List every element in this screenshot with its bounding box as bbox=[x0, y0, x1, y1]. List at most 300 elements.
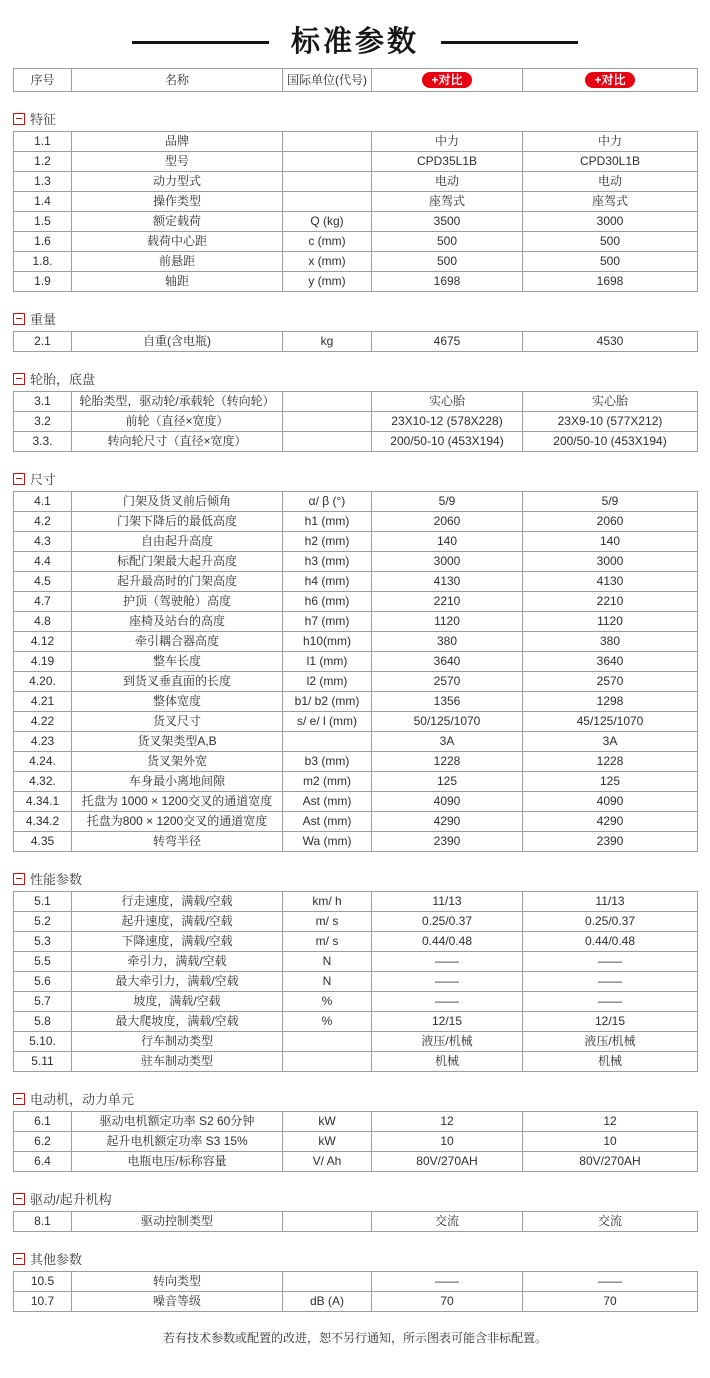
cell-v1: 3000 bbox=[372, 552, 523, 572]
table-row bbox=[14, 512, 698, 532]
cell-unit bbox=[283, 732, 372, 752]
cell-name: 电瓶电压/标称容量 bbox=[72, 1152, 283, 1172]
cell-v1: 5/9 bbox=[372, 492, 523, 512]
table-row bbox=[14, 212, 698, 232]
cell-name: 车身最小离地间隙 bbox=[72, 772, 283, 792]
cell-v1: 1356 bbox=[372, 692, 523, 712]
cell-v2: 10 bbox=[523, 1132, 698, 1152]
title-rule-left bbox=[132, 41, 269, 44]
cell-no: 5.7 bbox=[14, 992, 72, 1012]
cell-v1: 4130 bbox=[372, 572, 523, 592]
table-row bbox=[14, 412, 698, 432]
cell-name: 起升最高时的门架高度 bbox=[72, 572, 283, 592]
cell-name: 下降速度，满载/空载 bbox=[72, 932, 283, 952]
cell-v2: 2060 bbox=[523, 512, 698, 532]
section-table bbox=[13, 331, 698, 352]
cell-v1: 140 bbox=[372, 532, 523, 552]
section-table bbox=[13, 391, 698, 452]
cell-v1: 200/50-10 (453X194) bbox=[372, 432, 523, 452]
cell-name: 额定载荷 bbox=[72, 212, 283, 232]
cell-unit: h10(mm) bbox=[283, 632, 372, 652]
cell-v2: 12/15 bbox=[523, 1012, 698, 1032]
cell-no: 4.35 bbox=[14, 832, 72, 852]
cell-no: 4.19 bbox=[14, 652, 72, 672]
cell-unit: N bbox=[283, 952, 372, 972]
table-row bbox=[14, 952, 698, 972]
table-row bbox=[14, 532, 698, 552]
cell-name: 到货叉垂直面的长度 bbox=[72, 672, 283, 692]
table-row bbox=[14, 772, 698, 792]
cell-unit bbox=[283, 1272, 372, 1292]
table-row bbox=[14, 992, 698, 1012]
footer-note: 若有技术参数或配置的改进，恕不另行通知，所示图表可能含非标配置。 bbox=[162, 1331, 547, 1345]
table-row bbox=[14, 192, 698, 212]
table-row bbox=[14, 1272, 698, 1292]
cell-name: 自重(含电瓶) bbox=[72, 332, 283, 352]
cell-no: 4.23 bbox=[14, 732, 72, 752]
table-row bbox=[14, 232, 698, 252]
cell-unit: b3 (mm) bbox=[283, 752, 372, 772]
table-row bbox=[14, 892, 698, 912]
cell-v2: 380 bbox=[523, 632, 698, 652]
section-title: 轮胎，底盘 bbox=[30, 372, 96, 387]
section-header bbox=[13, 1191, 697, 1206]
header-col-unit: 国际单位(代号) bbox=[283, 69, 372, 92]
cell-v2: 3A bbox=[523, 732, 698, 752]
cell-v1: 电动 bbox=[372, 172, 523, 192]
cell-v1: —— bbox=[372, 952, 523, 972]
cell-name: 自由起升高度 bbox=[72, 532, 283, 552]
section-table bbox=[13, 131, 698, 292]
section-title: 其他参数 bbox=[30, 1252, 83, 1267]
cell-name: 货叉架外宽 bbox=[72, 752, 283, 772]
table-row bbox=[14, 1292, 698, 1312]
cell-v1: —— bbox=[372, 1272, 523, 1292]
cell-no: 1.8. bbox=[14, 252, 72, 272]
cell-v2: 2390 bbox=[523, 832, 698, 852]
cell-unit: kW bbox=[283, 1112, 372, 1132]
cell-unit: % bbox=[283, 992, 372, 1012]
cell-unit: l2 (mm) bbox=[283, 672, 372, 692]
cell-name: 起升电机额定功率 S3 15% bbox=[72, 1132, 283, 1152]
cell-no: 4.4 bbox=[14, 552, 72, 572]
section-table bbox=[13, 491, 698, 852]
cell-v2: 1698 bbox=[523, 272, 698, 292]
cell-name: 操作类型 bbox=[72, 192, 283, 212]
cell-no: 1.6 bbox=[14, 232, 72, 252]
cell-name: 前轮（直径×宽度） bbox=[72, 412, 283, 432]
cell-v2: 80V/270AH bbox=[523, 1152, 698, 1172]
header-row bbox=[14, 69, 698, 92]
table-row bbox=[14, 972, 698, 992]
cell-unit bbox=[283, 172, 372, 192]
cell-unit: Ast (mm) bbox=[283, 812, 372, 832]
table-row bbox=[14, 252, 698, 272]
cell-no: 3.1 bbox=[14, 392, 72, 412]
cell-no: 4.22 bbox=[14, 712, 72, 732]
cell-no: 10.5 bbox=[14, 1272, 72, 1292]
cell-v1: 2570 bbox=[372, 672, 523, 692]
compare-button-2[interactable]: +对比 bbox=[585, 72, 634, 88]
table-row bbox=[14, 172, 698, 192]
cell-name: 货叉尺寸 bbox=[72, 712, 283, 732]
cell-unit: h7 (mm) bbox=[283, 612, 372, 632]
cell-no: 3.2 bbox=[14, 412, 72, 432]
cell-v2: 中力 bbox=[523, 132, 698, 152]
cell-no: 1.4 bbox=[14, 192, 72, 212]
cell-v2: 3000 bbox=[523, 552, 698, 572]
cell-v1: 500 bbox=[372, 232, 523, 252]
cell-no: 8.1 bbox=[14, 1212, 72, 1232]
cell-no: 4.1 bbox=[14, 492, 72, 512]
collapse-minus-icon[interactable] bbox=[13, 1253, 25, 1265]
table-row bbox=[14, 792, 698, 812]
cell-unit: h1 (mm) bbox=[283, 512, 372, 532]
table-row bbox=[14, 712, 698, 732]
cell-v2: —— bbox=[523, 972, 698, 992]
table-row bbox=[14, 1012, 698, 1032]
cell-v1: 23X10-12 (578X228) bbox=[372, 412, 523, 432]
cell-no: 1.1 bbox=[14, 132, 72, 152]
cell-name: 标配门架最大起升高度 bbox=[72, 552, 283, 572]
cell-unit: kg bbox=[283, 332, 372, 352]
cell-unit bbox=[283, 1212, 372, 1232]
cell-name: 托盘为800 × 1200交叉的通道宽度 bbox=[72, 812, 283, 832]
cell-unit bbox=[283, 132, 372, 152]
cell-name: 噪音等级 bbox=[72, 1292, 283, 1312]
cell-v1: 70 bbox=[372, 1292, 523, 1312]
cell-no: 1.3 bbox=[14, 172, 72, 192]
collapse-minus-icon[interactable] bbox=[13, 1093, 25, 1105]
cell-v2: 0.25/0.37 bbox=[523, 912, 698, 932]
cell-name: 型号 bbox=[72, 152, 283, 172]
cell-name: 载荷中心距 bbox=[72, 232, 283, 252]
section-title: 重量 bbox=[30, 312, 57, 327]
cell-no: 4.12 bbox=[14, 632, 72, 652]
cell-unit bbox=[283, 1032, 372, 1052]
cell-v1: 中力 bbox=[372, 132, 523, 152]
collapse-minus-icon[interactable] bbox=[13, 473, 25, 485]
section-table bbox=[13, 1211, 698, 1232]
cell-unit: h4 (mm) bbox=[283, 572, 372, 592]
cell-v2: 140 bbox=[523, 532, 698, 552]
cell-v2: CPD30L1B bbox=[523, 152, 698, 172]
cell-no: 4.32. bbox=[14, 772, 72, 792]
cell-v1: CPD35L1B bbox=[372, 152, 523, 172]
cell-v2: 实心胎 bbox=[523, 392, 698, 412]
cell-no: 4.21 bbox=[14, 692, 72, 712]
cell-unit: y (mm) bbox=[283, 272, 372, 292]
cell-v1: 交流 bbox=[372, 1212, 523, 1232]
cell-no: 5.1 bbox=[14, 892, 72, 912]
cell-no: 4.34.1 bbox=[14, 792, 72, 812]
cell-unit bbox=[283, 392, 372, 412]
cell-v1: 0.44/0.48 bbox=[372, 932, 523, 952]
table-row bbox=[14, 652, 698, 672]
table-row bbox=[14, 432, 698, 452]
table-row bbox=[14, 1032, 698, 1052]
cell-name: 最大牵引力，满载/空载 bbox=[72, 972, 283, 992]
cell-v1: —— bbox=[372, 992, 523, 1012]
table-row bbox=[14, 752, 698, 772]
cell-name: 起升速度，满载/空载 bbox=[72, 912, 283, 932]
cell-v2: 4530 bbox=[523, 332, 698, 352]
cell-no: 5.11 bbox=[14, 1052, 72, 1072]
cell-name: 转向轮尺寸（直径×宽度） bbox=[72, 432, 283, 452]
section-header bbox=[13, 1251, 697, 1266]
cell-v2: 500 bbox=[523, 252, 698, 272]
cell-unit bbox=[283, 152, 372, 172]
header-col-model-2 bbox=[523, 69, 698, 92]
cell-unit: Ast (mm) bbox=[283, 792, 372, 812]
cell-unit: % bbox=[283, 1012, 372, 1032]
cell-v2: 1298 bbox=[523, 692, 698, 712]
cell-v1: 3A bbox=[372, 732, 523, 752]
cell-v2: 125 bbox=[523, 772, 698, 792]
cell-unit: m2 (mm) bbox=[283, 772, 372, 792]
cell-name: 转向类型 bbox=[72, 1272, 283, 1292]
cell-v1: 12 bbox=[372, 1112, 523, 1132]
cell-v2: 机械 bbox=[523, 1052, 698, 1072]
cell-unit: h3 (mm) bbox=[283, 552, 372, 572]
cell-v1: 实心胎 bbox=[372, 392, 523, 412]
cell-v2: 2210 bbox=[523, 592, 698, 612]
table-row bbox=[14, 932, 698, 952]
table-row bbox=[14, 1152, 698, 1172]
table-row bbox=[14, 272, 698, 292]
table-row bbox=[14, 672, 698, 692]
section-header bbox=[13, 311, 697, 326]
cell-v1: 50/125/1070 bbox=[372, 712, 523, 732]
table-row bbox=[14, 332, 698, 352]
cell-v1: 3640 bbox=[372, 652, 523, 672]
cell-v1: 座驾式 bbox=[372, 192, 523, 212]
table-row bbox=[14, 132, 698, 152]
cell-no: 4.5 bbox=[14, 572, 72, 592]
spec-tables bbox=[13, 68, 697, 1346]
page-title: 标准参数 bbox=[290, 25, 419, 58]
table-row bbox=[14, 572, 698, 592]
cell-no: 5.8 bbox=[14, 1012, 72, 1032]
cell-no: 4.3 bbox=[14, 532, 72, 552]
cell-v2: 3640 bbox=[523, 652, 698, 672]
table-row bbox=[14, 552, 698, 572]
cell-name: 轮胎类型，驱动轮/承载轮（转向轮） bbox=[72, 392, 283, 412]
cell-name: 前悬距 bbox=[72, 252, 283, 272]
cell-name: 货叉架类型A,B bbox=[72, 732, 283, 752]
cell-v2: —— bbox=[523, 1272, 698, 1292]
collapse-minus-icon[interactable] bbox=[13, 873, 25, 885]
table-row bbox=[14, 392, 698, 412]
cell-v1: 4090 bbox=[372, 792, 523, 812]
cell-v2: 2570 bbox=[523, 672, 698, 692]
cell-name: 牵引力，满载/空载 bbox=[72, 952, 283, 972]
cell-unit: m/ s bbox=[283, 912, 372, 932]
title-rule-right bbox=[441, 41, 578, 44]
cell-unit: h2 (mm) bbox=[283, 532, 372, 552]
cell-no: 4.2 bbox=[14, 512, 72, 532]
cell-v1: 125 bbox=[372, 772, 523, 792]
compare-button-1[interactable]: +对比 bbox=[422, 72, 471, 88]
cell-v2: 1228 bbox=[523, 752, 698, 772]
cell-v1: 12/15 bbox=[372, 1012, 523, 1032]
cell-no: 5.3 bbox=[14, 932, 72, 952]
cell-no: 6.2 bbox=[14, 1132, 72, 1152]
section-table bbox=[13, 1271, 698, 1312]
cell-unit: Q (kg) bbox=[283, 212, 372, 232]
cell-v2: 交流 bbox=[523, 1212, 698, 1232]
cell-name: 护顶（驾驶舱）高度 bbox=[72, 592, 283, 612]
cell-name: 行车制动类型 bbox=[72, 1032, 283, 1052]
cell-v1: 1120 bbox=[372, 612, 523, 632]
table-row bbox=[14, 492, 698, 512]
cell-unit: Wa (mm) bbox=[283, 832, 372, 852]
cell-v2: —— bbox=[523, 992, 698, 1012]
cell-unit bbox=[283, 1052, 372, 1072]
cell-name: 整体宽度 bbox=[72, 692, 283, 712]
cell-v2: 500 bbox=[523, 232, 698, 252]
cell-no: 5.10. bbox=[14, 1032, 72, 1052]
cell-no: 4.34.2 bbox=[14, 812, 72, 832]
cell-no: 5.5 bbox=[14, 952, 72, 972]
cell-no: 10.7 bbox=[14, 1292, 72, 1312]
cell-v2: 70 bbox=[523, 1292, 698, 1312]
cell-unit bbox=[283, 192, 372, 212]
cell-name: 门架下降后的最低高度 bbox=[72, 512, 283, 532]
section-title: 性能参数 bbox=[30, 872, 83, 887]
cell-name: 驱动电机额定功率 S2 60分钟 bbox=[72, 1112, 283, 1132]
cell-no: 1.2 bbox=[14, 152, 72, 172]
cell-name: 牵引耦合器高度 bbox=[72, 632, 283, 652]
cell-v1: 2060 bbox=[372, 512, 523, 532]
cell-name: 驱动控制类型 bbox=[72, 1212, 283, 1232]
table-row bbox=[14, 612, 698, 632]
cell-no: 1.9 bbox=[14, 272, 72, 292]
cell-no: 5.6 bbox=[14, 972, 72, 992]
cell-unit bbox=[283, 412, 372, 432]
cell-name: 动力型式 bbox=[72, 172, 283, 192]
header-col-model-1 bbox=[372, 69, 523, 92]
cell-no: 3.3. bbox=[14, 432, 72, 452]
cell-no: 6.1 bbox=[14, 1112, 72, 1132]
cell-v2: 200/50-10 (453X194) bbox=[523, 432, 698, 452]
cell-name: 转弯半径 bbox=[72, 832, 283, 852]
section-title: 尺寸 bbox=[30, 472, 57, 487]
cell-v2: 座驾式 bbox=[523, 192, 698, 212]
section-title: 特征 bbox=[30, 112, 57, 127]
cell-name: 座椅及站台的高度 bbox=[72, 612, 283, 632]
cell-unit: km/ h bbox=[283, 892, 372, 912]
table-row bbox=[14, 1212, 698, 1232]
cell-no: 4.8 bbox=[14, 612, 72, 632]
cell-v2: —— bbox=[523, 952, 698, 972]
cell-v2: 11/13 bbox=[523, 892, 698, 912]
cell-unit: l1 (mm) bbox=[283, 652, 372, 672]
cell-v1: 机械 bbox=[372, 1052, 523, 1072]
cell-v2: 4290 bbox=[523, 812, 698, 832]
cell-v2: 3000 bbox=[523, 212, 698, 232]
cell-v1: 2390 bbox=[372, 832, 523, 852]
cell-name: 驻车制动类型 bbox=[72, 1052, 283, 1072]
collapse-minus-icon[interactable] bbox=[13, 373, 25, 385]
cell-no: 4.7 bbox=[14, 592, 72, 612]
page-title-block bbox=[0, 0, 710, 68]
table-row bbox=[14, 1052, 698, 1072]
section-header bbox=[13, 371, 697, 386]
section-table bbox=[13, 1111, 698, 1172]
section-title: 电动机，动力单元 bbox=[30, 1092, 135, 1107]
cell-unit: c (mm) bbox=[283, 232, 372, 252]
table-row bbox=[14, 732, 698, 752]
cell-v1: 4290 bbox=[372, 812, 523, 832]
table-row bbox=[14, 692, 698, 712]
cell-unit: x (mm) bbox=[283, 252, 372, 272]
cell-v1: 液压/机械 bbox=[372, 1032, 523, 1052]
collapse-minus-icon[interactable] bbox=[13, 113, 25, 125]
cell-no: 5.2 bbox=[14, 912, 72, 932]
cell-unit: dB (A) bbox=[283, 1292, 372, 1312]
cell-v2: 1120 bbox=[523, 612, 698, 632]
cell-v2: 12 bbox=[523, 1112, 698, 1132]
cell-v2: 0.44/0.48 bbox=[523, 932, 698, 952]
cell-no: 2.1 bbox=[14, 332, 72, 352]
cell-name: 最大爬坡度，满载/空载 bbox=[72, 1012, 283, 1032]
cell-v1: 4675 bbox=[372, 332, 523, 352]
cell-unit: h6 (mm) bbox=[283, 592, 372, 612]
cell-v1: 2210 bbox=[372, 592, 523, 612]
cell-no: 4.20. bbox=[14, 672, 72, 692]
cell-v1: 380 bbox=[372, 632, 523, 652]
cell-v1: —— bbox=[372, 972, 523, 992]
cell-unit: s/ e/ l (mm) bbox=[283, 712, 372, 732]
table-row bbox=[14, 812, 698, 832]
table-row bbox=[14, 912, 698, 932]
cell-no: 4.24. bbox=[14, 752, 72, 772]
section-header bbox=[13, 471, 697, 486]
section-title: 驱动/起升机构 bbox=[30, 1192, 112, 1207]
header-col-name: 名称 bbox=[72, 69, 283, 92]
table-row bbox=[14, 1112, 698, 1132]
cell-name: 整车长度 bbox=[72, 652, 283, 672]
table-row bbox=[14, 632, 698, 652]
cell-v1: 1698 bbox=[372, 272, 523, 292]
table-row bbox=[14, 1132, 698, 1152]
collapse-minus-icon[interactable] bbox=[13, 313, 25, 325]
cell-v1: 500 bbox=[372, 252, 523, 272]
cell-v2: 电动 bbox=[523, 172, 698, 192]
cell-name: 坡度，满载/空载 bbox=[72, 992, 283, 1012]
cell-v2: 23X9-10 (577X212) bbox=[523, 412, 698, 432]
cell-v2: 45/125/1070 bbox=[523, 712, 698, 732]
cell-v1: 1228 bbox=[372, 752, 523, 772]
cell-v1: 80V/270AH bbox=[372, 1152, 523, 1172]
section-header bbox=[13, 871, 697, 886]
cell-unit: N bbox=[283, 972, 372, 992]
collapse-minus-icon[interactable] bbox=[13, 1193, 25, 1205]
sections-container bbox=[13, 111, 697, 1312]
header-col-no: 序号 bbox=[14, 69, 72, 92]
table-row bbox=[14, 832, 698, 852]
cell-v2: 4130 bbox=[523, 572, 698, 592]
cell-unit: V/ Ah bbox=[283, 1152, 372, 1172]
cell-v1: 0.25/0.37 bbox=[372, 912, 523, 932]
cell-name: 轴距 bbox=[72, 272, 283, 292]
cell-v2: 5/9 bbox=[523, 492, 698, 512]
cell-v1: 3500 bbox=[372, 212, 523, 232]
cell-unit: b1/ b2 (mm) bbox=[283, 692, 372, 712]
cell-v1: 11/13 bbox=[372, 892, 523, 912]
cell-name: 门架及货叉前后倾角 bbox=[72, 492, 283, 512]
